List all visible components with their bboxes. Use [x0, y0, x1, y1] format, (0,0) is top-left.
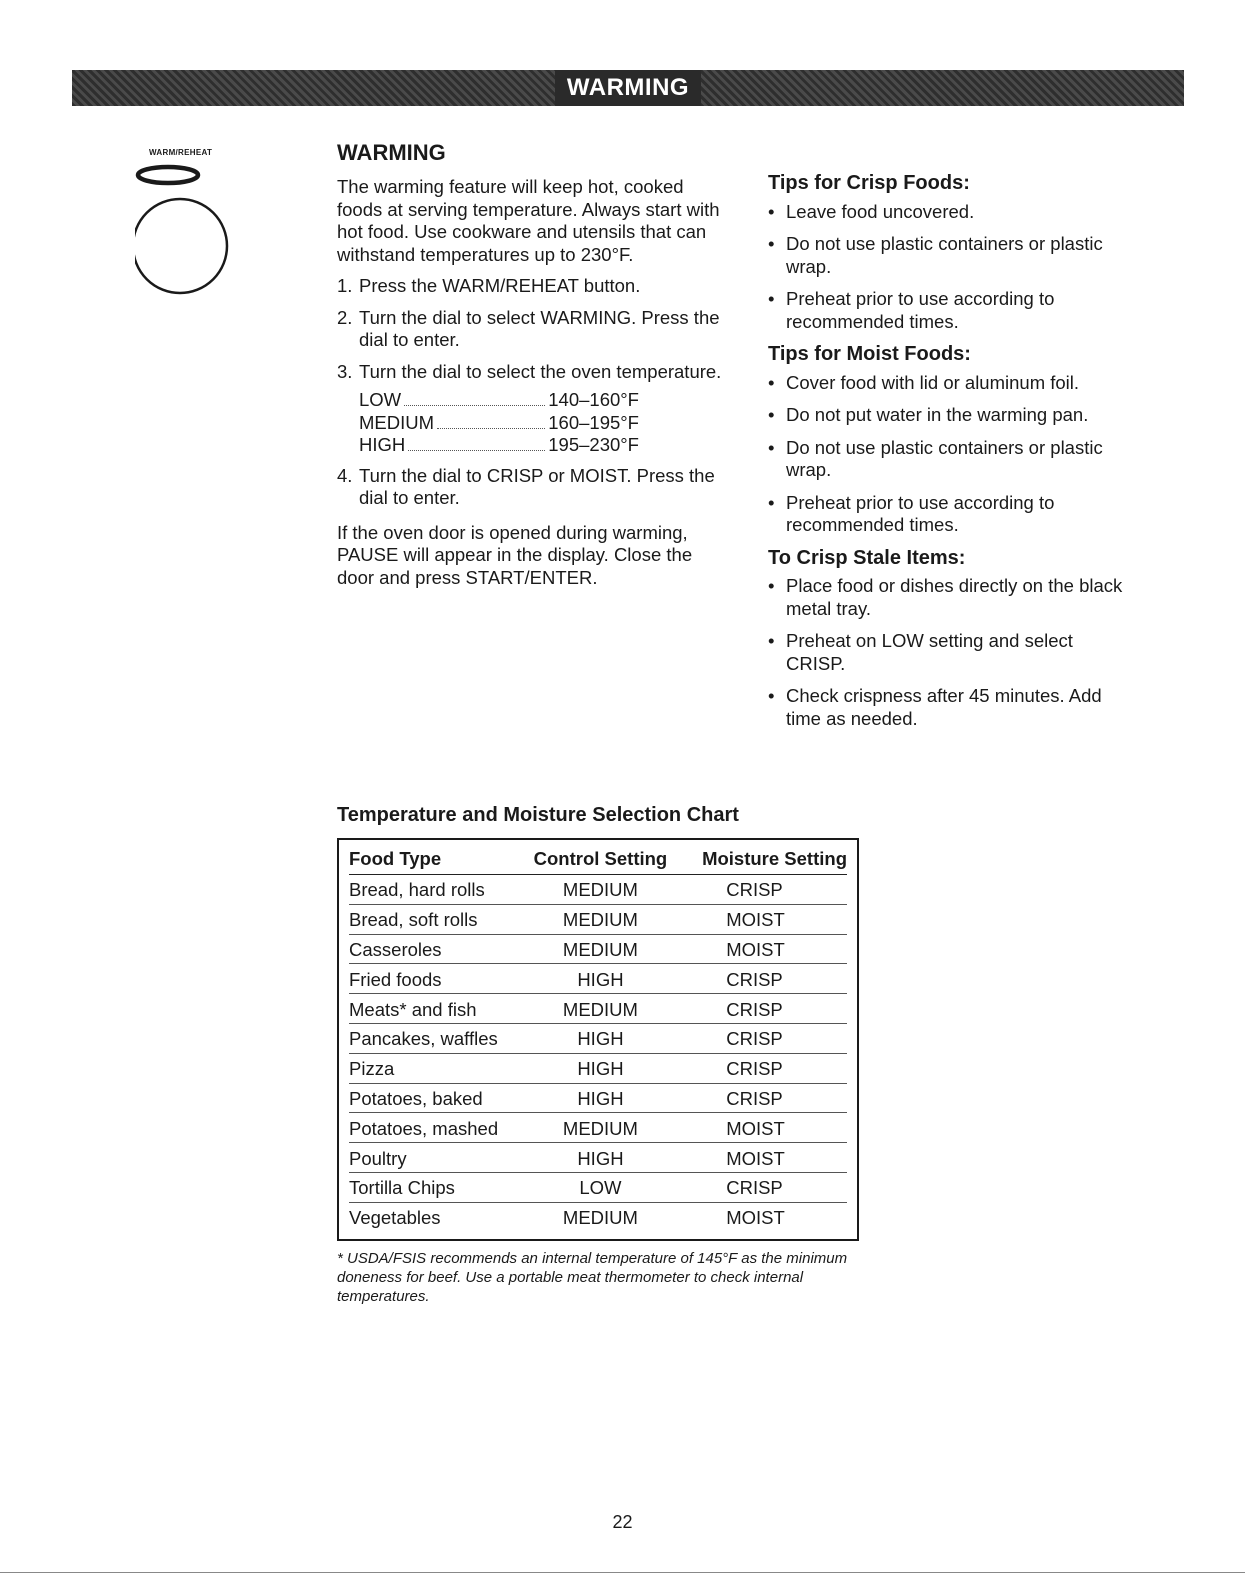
table-row	[349, 1083, 847, 1113]
control-setting-cell: MEDIUM	[523, 875, 679, 905]
food-type-cell: Pancakes, waffles	[349, 1023, 523, 1053]
table-row	[349, 934, 847, 964]
selection-table	[349, 846, 847, 1232]
moist-tips-heading: Tips for Moist Foods:	[768, 343, 971, 365]
list-item: • Check crispness after 45 minutes. Add time as needed.	[768, 685, 1128, 730]
step-text: Turn the dial to CRISP or MOIST. Press the dial to enter.	[359, 464, 715, 508]
food-type-cell: Poultry	[349, 1143, 523, 1173]
tips-column	[768, 172, 1128, 740]
temperature-row	[359, 389, 639, 412]
table-row	[349, 1172, 847, 1202]
moisture-setting-cell: MOIST	[678, 1113, 847, 1143]
food-type-cell: Meats* and fish	[349, 994, 523, 1024]
table-body	[349, 875, 847, 1233]
food-type-cell: Casseroles	[349, 934, 523, 964]
section-heading: WARMING	[337, 140, 446, 165]
step-4	[337, 465, 727, 510]
column-header-moisture-setting: Moisture Setting	[678, 846, 847, 875]
control-setting-cell: MEDIUM	[523, 1113, 679, 1143]
table-header-row	[349, 846, 847, 875]
table-row	[349, 1113, 847, 1143]
list-item: • Preheat prior to use according to recommended times.	[768, 492, 1128, 537]
step-text: Press the WARM/REHEAT button.	[359, 275, 641, 296]
moisture-setting-cell: CRISP	[678, 875, 847, 905]
dial-icon	[135, 148, 235, 308]
moisture-setting-cell: CRISP	[678, 1083, 847, 1113]
control-setting-cell: MEDIUM	[523, 904, 679, 934]
moisture-setting-cell: CRISP	[678, 1172, 847, 1202]
table-row	[349, 1053, 847, 1083]
food-type-cell: Fried foods	[349, 964, 523, 994]
crisp-tips-list	[768, 201, 1128, 334]
step-text: Turn the dial to select the oven temperature.	[359, 360, 722, 382]
dot-leader	[437, 428, 545, 429]
selection-chart	[337, 838, 859, 1241]
table-row	[349, 875, 847, 905]
dot-leader	[404, 405, 545, 406]
food-type-cell: Bread, soft rolls	[349, 904, 523, 934]
step-2	[337, 307, 727, 352]
moisture-setting-cell: MOIST	[678, 1143, 847, 1173]
chart-title: Temperature and Moisture Selection Chart	[337, 804, 739, 826]
temperature-level: LOW	[359, 389, 402, 410]
table-row	[349, 964, 847, 994]
table-row	[349, 904, 847, 934]
moist-tips-list	[768, 372, 1128, 537]
warm-reheat-button-icon	[135, 148, 235, 308]
control-setting-cell: HIGH	[523, 1083, 679, 1113]
bottom-divider	[0, 1572, 1245, 1573]
step-3	[337, 361, 727, 384]
food-type-cell: Tortilla Chips	[349, 1172, 523, 1202]
moisture-setting-cell: CRISP	[678, 994, 847, 1024]
control-setting-cell: LOW	[523, 1172, 679, 1202]
stale-tips-list	[768, 575, 1128, 730]
moisture-setting-cell: MOIST	[678, 904, 847, 934]
temperature-range: 160–195°F	[548, 411, 639, 433]
list-item: • Preheat on LOW setting and select CRISP.	[768, 630, 1128, 675]
column-header-food-type: Food Type	[349, 846, 523, 875]
temperature-level: MEDIUM	[359, 411, 435, 433]
control-setting-cell: MEDIUM	[523, 994, 679, 1024]
moisture-setting-cell: CRISP	[678, 1053, 847, 1083]
food-type-cell: Vegetables	[349, 1207, 441, 1229]
section-banner	[72, 70, 1184, 106]
table-row	[349, 994, 847, 1024]
moisture-setting-cell: CRISP	[678, 964, 847, 994]
list-item: • Preheat prior to use according to recommended times.	[768, 288, 1128, 333]
instructions-column	[337, 176, 727, 598]
list-item: • Do not use plastic containers or plastic wrap.	[768, 233, 1128, 278]
temperature-row	[359, 434, 639, 457]
table-row	[349, 1202, 847, 1232]
step-1	[337, 275, 727, 298]
food-type-cell: Pizza	[349, 1053, 523, 1083]
dot-leader	[408, 450, 545, 451]
table-row	[349, 1023, 847, 1053]
step-number: 2.	[337, 306, 353, 328]
moisture-setting-cell: MOIST	[726, 1207, 785, 1229]
icon-label: WARM/REHEAT	[149, 148, 213, 157]
control-setting-cell: MEDIUM	[562, 1207, 638, 1229]
temperature-list	[359, 389, 727, 457]
food-type-cell: Bread, hard rolls	[349, 875, 523, 905]
list-item: • Do not put water in the warming pan.	[768, 404, 1128, 427]
food-type-cell: Potatoes, mashed	[349, 1113, 523, 1143]
control-setting-cell: HIGH	[523, 1023, 679, 1053]
step-number: 3.	[337, 360, 353, 382]
step-number: 1.	[337, 275, 353, 296]
page-number: 22	[612, 1512, 633, 1532]
list-item: • Do not use plastic containers or plastic wrap.	[768, 437, 1128, 482]
moisture-setting-cell: CRISP	[678, 1023, 847, 1053]
intro-paragraph: The warming feature will keep hot, cooked foods at serving temperature. Always start with hot food. Use cookware and utensils that can withstand temperatures up to 230°F.	[337, 176, 720, 265]
list-item: • Cover food with lid or aluminum foil.	[768, 372, 1128, 395]
list-item: • Place food or dishes directly on the black metal tray.	[768, 575, 1128, 620]
table-row	[349, 1143, 847, 1173]
moisture-setting-cell: MOIST	[678, 934, 847, 964]
control-setting-cell: HIGH	[523, 1053, 679, 1083]
footnote: * USDA/FSIS recommends an internal temperature of 145°F as the minimum doneness for beef. Use a portable meat thermometer to check internal temperatures.	[337, 1250, 848, 1305]
food-type-cell: Potatoes, baked	[349, 1083, 523, 1113]
control-setting-cell: HIGH	[523, 964, 679, 994]
step-number: 4.	[337, 464, 353, 486]
control-setting-cell: HIGH	[523, 1143, 679, 1173]
column-header-control-setting: Control Setting	[523, 846, 679, 875]
banner-title: WARMING	[555, 70, 701, 106]
list-item: • Leave food uncovered.	[768, 201, 1128, 224]
temperature-range: 140–160°F	[548, 389, 639, 410]
temperature-level: HIGH	[359, 434, 406, 455]
door-note: If the oven door is opened during warming, PAUSE will appear in the display. Close the door and press START/ENTER.	[337, 521, 693, 588]
step-text: Turn the dial to select WARMING. Press the dial to enter.	[359, 306, 720, 350]
temperature-row	[359, 412, 639, 435]
control-setting-cell: MEDIUM	[523, 934, 679, 964]
temperature-range: 195–230°F	[548, 434, 639, 455]
crisp-tips-heading: Tips for Crisp Foods:	[768, 172, 970, 194]
stale-tips-heading: To Crisp Stale Items:	[768, 546, 966, 569]
